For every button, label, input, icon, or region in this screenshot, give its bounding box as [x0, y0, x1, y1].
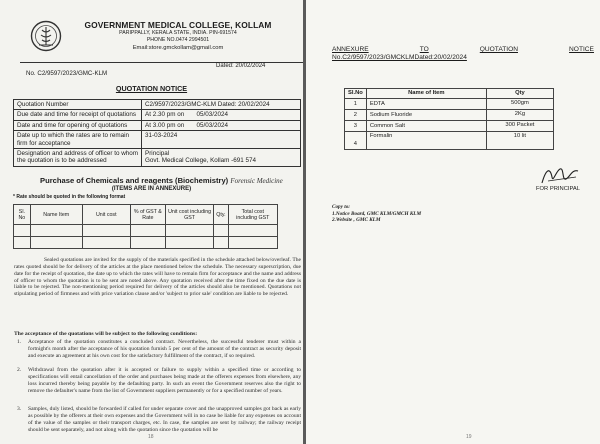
page-number: 18	[148, 434, 154, 440]
row-value: Principal Govt. Medical College, Kollam -691 574	[142, 149, 301, 167]
notice-date: Dated: 20/02/2024	[216, 63, 266, 69]
college-name: GOVERNMENT MEDICAL COLLEGE, KOLLAM	[84, 20, 272, 30]
for-principal-label: FOR PRINCIPAL	[536, 186, 581, 192]
empty-cell	[165, 225, 213, 237]
column-header: Qty	[486, 89, 553, 99]
table-row	[345, 132, 554, 150]
item-sl: 1	[345, 99, 367, 110]
item-name: EDTA	[366, 99, 486, 110]
empty-cell	[30, 237, 82, 249]
page-number: 19	[466, 434, 472, 440]
row-label: Quotation Number	[14, 100, 142, 110]
condition-number: 1.	[17, 339, 22, 345]
conditions-heading: The acceptance of the quotations will be subject to the following conditions:	[14, 331, 198, 337]
condition-item	[17, 339, 301, 360]
column-header: Unit cost including GST	[165, 205, 213, 225]
item-qty: 300 Packet	[486, 121, 553, 132]
annexure-title	[332, 46, 594, 53]
empty-cell	[228, 225, 277, 237]
column-header: Unit cost	[82, 205, 130, 225]
empty-cell	[214, 225, 228, 237]
annexure-word: TO	[419, 46, 429, 53]
instructions-paragraph: Sealed quotations are invited for the supply of the materials specified in the schedule attached below/overleaf. The rates quoted should be for delivery of the articles at the place mentioned below the schedule. The necessary superscription, due date for the receipt of quotation, the date up to which the rates will have to remain firm for acceptance and the name and address of officer to whom the quotation is to be sent are noted above. Any quotation received after the time fixed on the due date is liable to be rejected. The non-mentioning period required for delivery of the articles should also be mentioned. Quotations not stipulating period of firmness and with price variation clause and/or 'subject to prior sale' condition are liable to be rejected.	[14, 257, 301, 298]
row-label: Date up to which the rates are to remain firm for acceptance	[14, 131, 142, 149]
item-qty: 2Kg	[486, 110, 553, 121]
item-sl: 2	[345, 110, 367, 121]
condition-item	[17, 406, 301, 433]
item-sl: 4	[345, 132, 367, 150]
table-row	[345, 121, 554, 132]
table-row	[345, 110, 554, 121]
copy-to-line: 1.Notice Board, GMC KLM/GMCH KLM	[332, 210, 422, 217]
row-value: 31-03-2024	[142, 131, 301, 149]
row-value: C2/9597/2023/GMC-KLM Dated: 20/02/2024	[142, 100, 301, 110]
table-header-row	[14, 205, 278, 225]
item-sl: 3	[345, 121, 367, 132]
column-header: Sl.No	[345, 89, 367, 99]
reference-number: No. C2/9597/2023/GMC-KLM	[26, 70, 108, 77]
column-header: Name Item	[30, 205, 82, 225]
empty-cell	[214, 237, 228, 249]
table-row	[14, 225, 278, 237]
condition-item	[17, 367, 301, 394]
empty-cell	[165, 237, 213, 249]
condition-number: 2.	[17, 367, 22, 373]
empty-cell	[14, 225, 31, 237]
item-name: Formalin	[366, 132, 486, 150]
table-row	[14, 110, 301, 120]
empty-cell	[228, 237, 277, 249]
column-header: Sl. No	[14, 205, 31, 225]
condition-number: 3.	[17, 406, 22, 412]
notice-title: QUOTATION NOTICE	[115, 84, 188, 93]
college-address: PARIPPALLY, KERALA STATE, INDIA. PIN-691574	[119, 30, 237, 36]
annexure-page	[306, 0, 600, 444]
empty-cell	[82, 237, 130, 249]
table-row	[345, 99, 554, 110]
condition-text: Samples, duly listed, should be forwarded if called for under separate cover and the unapproved samples got back as early as possible by the offerers at their own expenses and the Government will in no case be liable for any expenses on account of the value of the samples or their transport charges, etc. In case, the samples are sent by railway; the railway receipt should be sent separately, and not along with the quotation since the quotation will be	[28, 406, 301, 433]
empty-cell	[130, 225, 165, 237]
rate-format-table	[13, 204, 278, 249]
college-email: Email:store.gmckollam@gmail.com	[132, 45, 224, 51]
table-row	[14, 120, 301, 130]
quotation-details-table	[13, 99, 301, 167]
table-header-row	[345, 89, 554, 99]
college-phone: PHONE NO.0474 2994501	[146, 37, 210, 43]
table-row	[14, 237, 278, 249]
purchase-title-text: Purchase of Chemicals and reagents (Biochemistry)	[40, 176, 229, 185]
letterhead	[78, 20, 278, 52]
empty-cell	[82, 225, 130, 237]
table-row	[14, 131, 301, 149]
row-label: Date and time for opening of quotations	[14, 120, 142, 130]
annexure-heading	[332, 46, 594, 61]
item-qty: 10 lit	[486, 132, 553, 150]
empty-cell	[130, 237, 165, 249]
column-header: Total cost including GST	[228, 205, 277, 225]
copy-to-line: 2.Website , GMC KLM	[332, 217, 381, 223]
annexure-word: NOTICE	[569, 46, 594, 53]
college-emblem-icon	[30, 20, 62, 52]
annexure-word: QUOTATION	[479, 46, 518, 53]
copy-to-heading: Copy to:	[332, 204, 351, 210]
purchase-title	[40, 176, 283, 185]
table-row	[14, 149, 301, 167]
handwritten-annotation: Forensic Medicine	[230, 177, 283, 185]
empty-cell	[14, 237, 31, 249]
item-name: Sodium Fluoride	[366, 110, 486, 121]
copy-to-block	[332, 204, 421, 224]
column-header: % of GST & Rate	[130, 205, 165, 225]
annexure-reference: No.C2/9597/2023/GMCKLMDated:20/02/2024	[332, 54, 467, 61]
row-label: Designation and address of officer to whom the quotation is to be addressed	[14, 149, 142, 167]
item-qty: 500gm	[486, 99, 553, 110]
empty-cell	[30, 225, 82, 237]
annexure-note: (ITEMS ARE IN ANNEXURE)	[111, 186, 192, 192]
condition-text: Acceptance of the quotation constitutes a concluded contract. Nevertheless, the successful tenderer must within a fortnight's month after the acceptance of his quotation furnish 5 per cent of the amount of the contract as security deposit and execute an agreement at his own cost for the satisfactory fulfillment of the contract, if so required.	[28, 339, 301, 359]
rate-format-note: * Rate should be quoted in the following format	[13, 194, 126, 200]
condition-text: Withdrawal from the quotation after it is accepted or failure to supply within a specified time or according to specifications will entail cancellation of the order and purchases being made at the offerers expenses from elsewhere, any loss incurred thereby being payable by the defaulting party. In such an event the Government reserves also the right to remove the defaulter's name from the list of Government suppliers permanently or for a specified number of years.	[28, 367, 301, 394]
column-header: Name of Item	[366, 89, 486, 99]
table-row	[14, 100, 301, 110]
row-value: At 2.30 pm on 05/03/2024	[142, 110, 301, 120]
column-header: Qty.	[214, 205, 228, 225]
item-name: Common Salt	[366, 121, 486, 132]
row-value: At 3.00 pm on 05/03/2024	[142, 120, 301, 130]
row-label: Due date and time for receipt of quotations	[14, 110, 142, 120]
annexure-word: ANNEXURE	[332, 46, 369, 53]
items-table	[344, 88, 554, 150]
